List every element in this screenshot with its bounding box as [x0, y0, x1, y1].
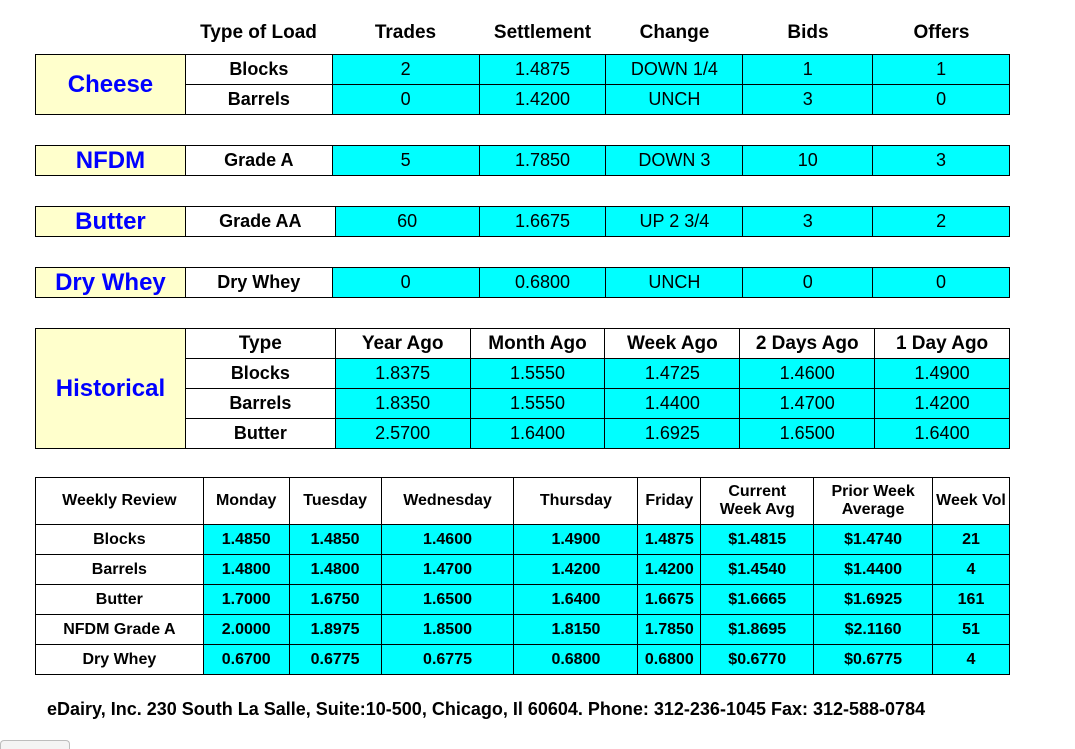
weekly-cell: $1.6925 [814, 585, 933, 615]
cheese-blocks-offers: 1 [873, 55, 1010, 85]
weekly-header-title: Weekly Review [36, 478, 204, 525]
cheese-barrels-change: UNCH [606, 85, 743, 115]
weekly-header-monday: Monday [203, 478, 289, 525]
weekly-cell: 1.4900 [514, 525, 638, 555]
weekly-cell: 0.6700 [203, 645, 289, 675]
butter-settlement: 1.6675 [479, 207, 606, 237]
dry-whey-label: Dry Whey [36, 268, 186, 298]
weekly-cell: 1.8150 [514, 615, 638, 645]
historical-cell: 1.4200 [875, 389, 1010, 419]
nfdm-bids: 10 [743, 146, 873, 176]
butter-change: UP 2 3/4 [606, 207, 743, 237]
historical-cell: 1.4900 [875, 359, 1010, 389]
col-header-change: Change [639, 22, 710, 43]
weekly-header-tuesday: Tuesday [289, 478, 381, 525]
weekly-cell: $2.1160 [814, 615, 933, 645]
weekly-cell: 2.0000 [203, 615, 289, 645]
cheese-label: Cheese [36, 55, 186, 115]
historical-cell: 1.4600 [740, 359, 875, 389]
weekly-row-label: NFDM Grade A [36, 615, 204, 645]
weekly-cell: 0.6800 [514, 645, 638, 675]
historical-cell: 1.5550 [470, 389, 605, 419]
weekly-row-butter [36, 585, 1010, 615]
historical-cell: 1.6925 [605, 419, 740, 449]
weekly-cell: 1.7000 [203, 585, 289, 615]
weekly-cell: $0.6775 [814, 645, 933, 675]
weekly-row-label: Blocks [36, 525, 204, 555]
cheese-table [35, 54, 1010, 115]
weekly-cell: 1.4850 [203, 525, 289, 555]
nfdm-offers: 3 [873, 146, 1010, 176]
weekly-cell: 1.4600 [381, 525, 514, 555]
weekly-header-friday: Friday [638, 478, 701, 525]
weekly-cell: 4 [933, 555, 1010, 585]
weekly-cell: 1.6400 [514, 585, 638, 615]
butter-offers: 2 [873, 207, 1010, 237]
butter-type: Grade AA [185, 207, 335, 237]
weekly-row-blocks [36, 525, 1010, 555]
historical-cell: 2.5700 [335, 419, 470, 449]
weekly-row-label: Dry Whey [36, 645, 204, 675]
weekly-cell: $1.8695 [701, 615, 814, 645]
weekly-cell: 1.4850 [289, 525, 381, 555]
weekly-cell: $1.4400 [814, 555, 933, 585]
cheese-blocks-trades: 2 [332, 55, 479, 85]
weekly-header-wednesday: Wednesday [381, 478, 514, 525]
historical-header-1-day-ago: 1 Day Ago [875, 329, 1010, 359]
weekly-cell: 4 [933, 645, 1010, 675]
col-header-trades: Trades [374, 22, 437, 43]
cheese-blocks-bids: 1 [743, 55, 873, 85]
footer-contact-info: eDairy, Inc. 230 South La Salle, Suite:10-500, Chicago, Il 60604. Phone: 312-236-1045 Fax: 312-588-0784 [47, 699, 926, 719]
weekly-cell: 1.8500 [381, 615, 514, 645]
col-header-settlement: Settlement [493, 22, 592, 43]
col-header-type-of-load: Type of Load [200, 22, 317, 43]
historical-cell: 1.5550 [470, 359, 605, 389]
weekly-cell: 1.7850 [638, 615, 701, 645]
historical-type: Blocks [185, 359, 335, 389]
dry-whey-settlement: 0.6800 [479, 268, 606, 298]
weekly-header-current-line2: Week Avg [719, 501, 795, 518]
nfdm-label: NFDM [36, 146, 186, 176]
nfdm-trades: 5 [332, 146, 479, 176]
weekly-row-barrels [36, 555, 1010, 585]
weekly-cell: 1.4800 [203, 555, 289, 585]
cheese-barrels-type: Barrels [185, 85, 332, 115]
butter-trades: 60 [335, 207, 479, 237]
historical-cell: 1.6500 [740, 419, 875, 449]
weekly-header-current-line1: Current [728, 483, 787, 500]
col-header-offers: Offers [913, 22, 970, 43]
weekly-cell: 1.4800 [289, 555, 381, 585]
butter-bids: 3 [743, 207, 873, 237]
dry-whey-type: Dry Whey [185, 268, 332, 298]
weekly-cell: 0.6800 [638, 645, 701, 675]
nfdm-settlement: 1.7850 [479, 146, 606, 176]
weekly-header-thursday: Thursday [514, 478, 638, 525]
nfdm-type: Grade A [185, 146, 332, 176]
historical-cell: 1.4725 [605, 359, 740, 389]
weekly-cell: 0.6775 [289, 645, 381, 675]
cheese-barrels-trades: 0 [332, 85, 479, 115]
historical-cell: 1.6400 [470, 419, 605, 449]
weekly-cell: 1.4875 [638, 525, 701, 555]
weekly-header-prior-week-average [814, 478, 933, 525]
historical-header-month-ago: Month Ago [470, 329, 605, 359]
weekly-row-label: Butter [36, 585, 204, 615]
weekly-header-prior-line2: Average [841, 501, 905, 518]
weekly-cell: $1.4740 [814, 525, 933, 555]
dry-whey-table [35, 267, 1010, 298]
historical-cell: 1.8375 [335, 359, 470, 389]
horizontal-scrollbar[interactable] [0, 740, 70, 749]
weekly-cell: 0.6775 [381, 645, 514, 675]
historical-header-2-days-ago: 2 Days Ago [740, 329, 875, 359]
weekly-cell: 161 [933, 585, 1010, 615]
historical-header-type: Type [185, 329, 335, 359]
weekly-header-current-week-avg [701, 478, 814, 525]
weekly-header-week-vol: Week Vol [933, 478, 1010, 525]
historical-cell: 1.8350 [335, 389, 470, 419]
weekly-cell: 1.4200 [514, 555, 638, 585]
cheese-barrels-settlement: 1.4200 [479, 85, 606, 115]
cheese-barrels-bids: 3 [743, 85, 873, 115]
nfdm-table [35, 145, 1010, 176]
weekly-row-dry-whey [36, 645, 1010, 675]
dry-whey-change: UNCH [606, 268, 743, 298]
weekly-row-label: Barrels [36, 555, 204, 585]
historical-header-week-ago: Week Ago [605, 329, 740, 359]
dry-whey-bids: 0 [743, 268, 873, 298]
cheese-blocks-settlement: 1.4875 [479, 55, 606, 85]
weekly-cell: 1.4700 [381, 555, 514, 585]
historical-cell: 1.4700 [740, 389, 875, 419]
weekly-cell: 1.8975 [289, 615, 381, 645]
weekly-cell: 51 [933, 615, 1010, 645]
cheese-barrels-offers: 0 [873, 85, 1010, 115]
weekly-cell: $1.6665 [701, 585, 814, 615]
historical-cell: 1.4400 [605, 389, 740, 419]
column-header-row [185, 20, 1010, 46]
dry-whey-trades: 0 [332, 268, 479, 298]
weekly-cell: 1.4200 [638, 555, 701, 585]
cheese-blocks-change: DOWN 1/4 [606, 55, 743, 85]
historical-cell: 1.6400 [875, 419, 1010, 449]
weekly-cell: $0.6770 [701, 645, 814, 675]
weekly-cell: $1.4815 [701, 525, 814, 555]
weekly-header-prior-line1: Prior Week [831, 483, 915, 500]
historical-type: Butter [185, 419, 335, 449]
butter-label: Butter [36, 207, 186, 237]
col-header-bids: Bids [787, 22, 829, 43]
weekly-cell: 1.6750 [289, 585, 381, 615]
weekly-cell: 1.6500 [381, 585, 514, 615]
historical-header-year-ago: Year Ago [335, 329, 470, 359]
historical-table [35, 328, 1010, 449]
cheese-blocks-type: Blocks [185, 55, 332, 85]
butter-table [35, 206, 1010, 237]
weekly-review-table [35, 477, 1010, 675]
dry-whey-offers: 0 [873, 268, 1010, 298]
historical-label: Historical [36, 329, 186, 449]
weekly-cell: 21 [933, 525, 1010, 555]
historical-type: Barrels [185, 389, 335, 419]
weekly-row-nfdm-grade-a [36, 615, 1010, 645]
weekly-cell: $1.4540 [701, 555, 814, 585]
nfdm-change: DOWN 3 [606, 146, 743, 176]
weekly-cell: 1.6675 [638, 585, 701, 615]
